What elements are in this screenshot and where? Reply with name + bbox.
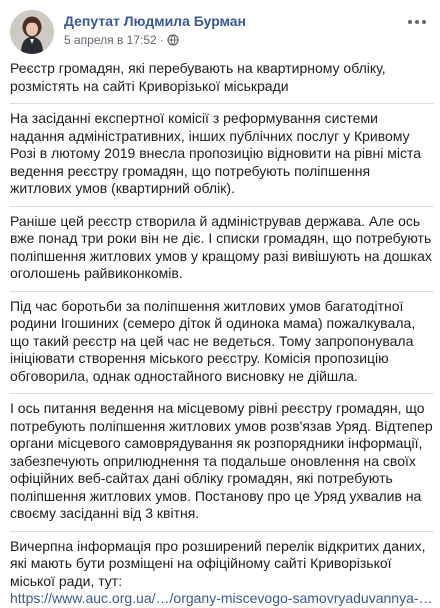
more-options-icon[interactable] [406, 14, 428, 30]
post-paragraph-2: На засіданні експертної комісії з реформування системи надання адміністративних, інших публічних послуг у Кривому Розі в лютому 2019 внесла пропозицію відновити на рівні міста ведення реєстру громадян, що потребують поліпшення житлових умов (квартирний облік). [10, 110, 434, 207]
author-name[interactable]: Депутат Людмила Бурман [64, 13, 247, 29]
avatar-photo [10, 10, 54, 54]
post-paragraph-4: Під час боротьби за поліпшення житлових умов багатодітної родини Ігошиних (семеро діток й одинока мама) пожалкувала, що такий реєстр на цей час не ведеться. Тому запропонувала ініціювати створення міського реєстру. Комісія пропозицію обговорила, однак одностайного висновку не дійшла. [10, 298, 434, 395]
post-link[interactable]: https://www.auc.org.ua/…/organy-miscevogo-samovryaduvannya-… [10, 590, 433, 606]
post-meta [64, 33, 179, 49]
post-paragraph-5: І ось питання ведення на місцевому рівні реєстру громадян, що потребують поліпшення житлових умов розв'язав Уряд. Відтепер органи місцевого самоврядування як розпорядники інформації, забезпечують оприлюднення та подальше оновлення на своїх офіційних веб-сайтах дані обліку громадян, які потребують поліпшення житлових умов. Постанову про це Уряд ухвалив на своєму засіданні від 3 квітня. [10, 400, 434, 532]
post-paragraph-1: Реєстр громадян, які перебувають на квартирному обліку, розмістять на сайті Криворізької міськради [10, 60, 434, 104]
post-date[interactable]: 5 апреля в 17:52 [64, 33, 157, 47]
post-paragraph-6: Вичерпна інформація про розширений перелік відкритих даних, які мають бути розміщені на офіційному сайті Криворізької міської ради, тут: [10, 537, 426, 589]
post-header [10, 10, 430, 54]
globe-icon[interactable] [167, 34, 179, 49]
avatar[interactable] [10, 10, 54, 54]
post-paragraph-3: Раніше цей реєстр створила й адміністрував держава. Але ось вже понад три роки він не діє. І списки громадян, що потребують поліпшення житлових умов у кращому разі вивішують на дошках оголошень райвиконкомів. [10, 213, 434, 292]
meta-separator: · [159, 33, 164, 47]
post-body [10, 60, 434, 608]
